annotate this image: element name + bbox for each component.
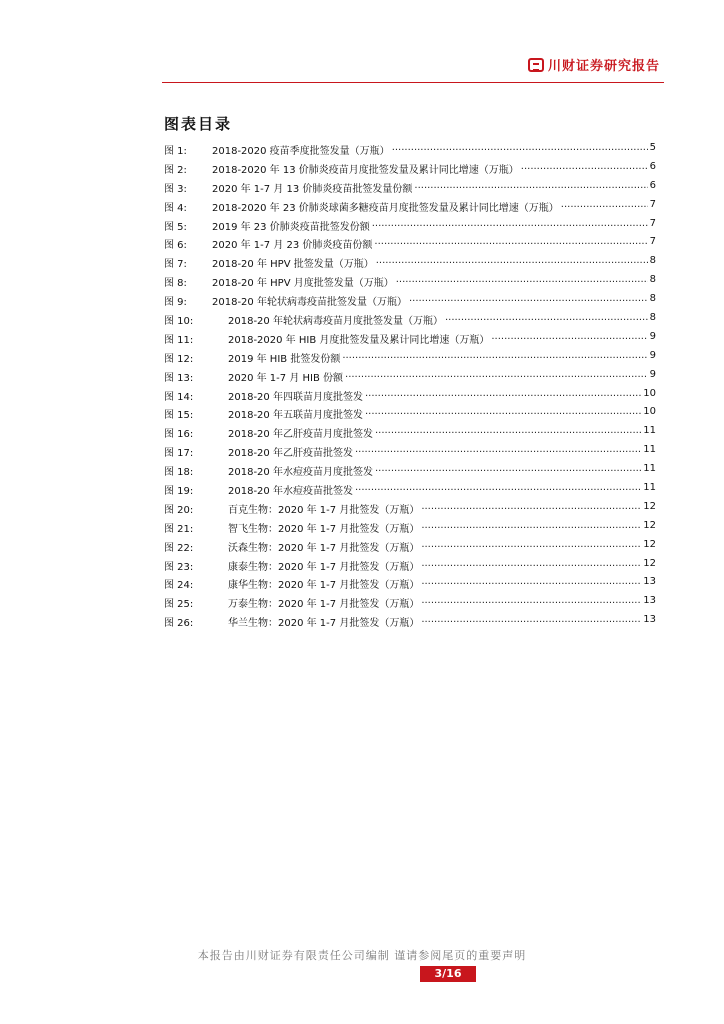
toc-entry-page: 8 bbox=[649, 274, 656, 286]
toc-entry-page: 9 bbox=[649, 330, 656, 342]
toc-entry-page: 7 bbox=[649, 217, 656, 229]
toc-dot-leader bbox=[421, 614, 641, 629]
toc-entry-number: 图 7: bbox=[164, 259, 187, 271]
toc-entry-title: 2018-2020 年 HIB 月度批签发量及累计同比增速（万瓶） bbox=[228, 334, 490, 346]
toc-entry-number: 图 17: bbox=[164, 448, 194, 460]
toc-entry-number: 图 1: bbox=[164, 146, 187, 157]
toc-entry-title: 万泰生物：2020 年 1-7 月批签发（万瓶） bbox=[228, 599, 420, 611]
toc-entry-title: 2018-20 年轮状病毒疫苗批签发量（万瓶） bbox=[212, 297, 407, 309]
report-header bbox=[528, 55, 660, 74]
toc-entry[interactable] bbox=[164, 406, 656, 425]
toc-entry-page: 10 bbox=[643, 387, 656, 399]
brand-logo-icon bbox=[528, 58, 544, 72]
toc-entry-page: 11 bbox=[643, 482, 656, 494]
toc-entry[interactable] bbox=[164, 331, 656, 350]
brand-name: 川财证券研究报告 bbox=[547, 59, 660, 74]
toc-entry[interactable] bbox=[164, 520, 656, 539]
toc-entry-page: 8 bbox=[649, 312, 656, 324]
toc-entry-number: 图 11: bbox=[164, 334, 194, 346]
toc-entry-number: 图 19: bbox=[164, 486, 194, 498]
toc-entry-title: 2018-20 年 HPV 批签发量（万瓶） bbox=[212, 259, 374, 271]
toc-entry-number: 图 12: bbox=[164, 353, 194, 365]
toc-dot-leader bbox=[345, 369, 648, 384]
toc-entry-title: 2018-2020 年 13 价肺炎疫苗月度批签发量及累计同比增速（万瓶） bbox=[212, 164, 519, 176]
toc-dot-leader bbox=[421, 501, 641, 516]
toc-dot-leader bbox=[342, 350, 647, 365]
toc-entry-title: 2018-20 年乙肝疫苗月度批签发 bbox=[228, 429, 373, 441]
toc-entry-title: 2018-2020 年 23 价肺炎球菌多糖疫苗月度批签发量及累计同比增速（万瓶） bbox=[212, 202, 559, 214]
toc-dot-leader bbox=[521, 161, 648, 176]
toc-entry[interactable] bbox=[164, 369, 656, 388]
toc-entry-page: 11 bbox=[643, 425, 656, 437]
toc-entry[interactable] bbox=[164, 161, 656, 180]
toc-entry[interactable] bbox=[164, 595, 656, 614]
toc-entry-page: 12 bbox=[643, 538, 656, 550]
toc-entry-title: 沃森生物：2020 年 1-7 月批签发（万瓶） bbox=[228, 542, 420, 554]
toc-entry-number: 图 10: bbox=[164, 316, 194, 328]
toc-entry-page: 8 bbox=[649, 293, 656, 305]
toc-entry-title: 2019 年 23 价肺炎疫苗批签发份额 bbox=[212, 221, 370, 233]
toc-entry[interactable] bbox=[164, 218, 656, 237]
toc-dot-leader bbox=[374, 236, 647, 251]
toc-entry-number: 图 6: bbox=[164, 240, 187, 252]
toc-dot-leader bbox=[375, 425, 641, 440]
toc-entry-number: 图 16: bbox=[164, 429, 194, 441]
toc-entry[interactable] bbox=[164, 482, 656, 501]
toc-entry-number: 图 23: bbox=[164, 561, 194, 573]
figure-toc bbox=[164, 142, 656, 633]
toc-dot-leader bbox=[491, 331, 647, 346]
toc-entry-title: 2018-2020 疫苗季度批签发量（万瓶） bbox=[212, 146, 390, 157]
toc-entry-page: 5 bbox=[649, 142, 656, 153]
toc-entry[interactable] bbox=[164, 614, 656, 633]
toc-dot-leader bbox=[375, 463, 641, 478]
toc-entry[interactable] bbox=[164, 425, 656, 444]
toc-dot-leader bbox=[365, 406, 641, 421]
toc-entry-page: 12 bbox=[643, 557, 656, 569]
toc-entry[interactable] bbox=[164, 444, 656, 463]
footer-disclaimer: 本报告由川财证券有限责任公司编制 谨请参阅尾页的重要声明 bbox=[197, 949, 527, 962]
toc-entry[interactable] bbox=[164, 312, 656, 331]
toc-entry-number: 图 2: bbox=[164, 164, 187, 176]
toc-entry[interactable] bbox=[164, 236, 656, 255]
toc-entry-number: 图 18: bbox=[164, 467, 194, 479]
toc-entry-title: 百克生物：2020 年 1-7 月批签发（万瓶） bbox=[228, 504, 420, 516]
toc-dot-leader bbox=[421, 595, 641, 610]
toc-entry-title: 2018-20 年五联苗月度批签发 bbox=[228, 410, 363, 422]
toc-entry[interactable] bbox=[164, 142, 656, 161]
toc-dot-leader bbox=[372, 218, 648, 233]
toc-entry-page: 12 bbox=[643, 500, 656, 512]
toc-entry[interactable] bbox=[164, 501, 656, 520]
toc-entry-title: 2018-20 年四联苗月度批签发 bbox=[228, 391, 363, 403]
toc-entry-page: 8 bbox=[649, 255, 656, 267]
page-number: 3/16 bbox=[420, 966, 476, 982]
toc-entry-number: 图 13: bbox=[164, 372, 194, 384]
toc-entry-title: 康泰生物：2020 年 1-7 月批签发（万瓶） bbox=[228, 561, 420, 573]
toc-entry-title: 智飞生物：2020 年 1-7 月批签发（万瓶） bbox=[228, 523, 420, 535]
toc-entry-title: 2018-20 年乙肝疫苗批签发 bbox=[228, 448, 353, 460]
toc-entry[interactable] bbox=[164, 293, 656, 312]
toc-entry-page: 9 bbox=[649, 368, 656, 380]
toc-entry[interactable] bbox=[164, 274, 656, 293]
toc-entry-number: 图 4: bbox=[164, 202, 187, 214]
toc-dot-leader bbox=[445, 312, 648, 327]
toc-dot-leader bbox=[421, 576, 641, 591]
toc-entry-page: 10 bbox=[643, 406, 656, 418]
toc-dot-leader bbox=[414, 180, 647, 195]
toc-entry-page: 11 bbox=[643, 463, 656, 475]
toc-entry-title: 2020 年 1-7 月 13 价肺炎疫苗批签发量份额 bbox=[212, 183, 413, 195]
toc-entry[interactable] bbox=[164, 255, 656, 274]
toc-dot-leader bbox=[421, 539, 641, 554]
toc-dot-leader bbox=[355, 444, 641, 459]
toc-entry[interactable] bbox=[164, 463, 656, 482]
toc-entry-page: 7 bbox=[649, 198, 656, 210]
toc-entry-title: 华兰生物：2020 年 1-7 月批签发（万瓶） bbox=[228, 618, 420, 630]
toc-entry-page: 11 bbox=[643, 444, 656, 456]
toc-entry-page: 6 bbox=[649, 179, 656, 191]
toc-dot-leader bbox=[409, 293, 648, 308]
toc-entry-number: 图 15: bbox=[164, 410, 194, 422]
toc-dot-leader bbox=[561, 199, 648, 214]
toc-entry-title: 康华生物：2020 年 1-7 月批签发（万瓶） bbox=[228, 580, 420, 592]
toc-title: 图表目录 bbox=[164, 115, 233, 133]
toc-entry-page: 13 bbox=[643, 595, 656, 607]
toc-entry-page: 12 bbox=[643, 519, 656, 531]
toc-entry[interactable] bbox=[164, 350, 656, 369]
toc-entry[interactable] bbox=[164, 199, 656, 218]
toc-entry-page: 7 bbox=[649, 236, 656, 248]
toc-dot-leader bbox=[376, 255, 648, 270]
toc-entry-title: 2018-20 年水痘疫苗月度批签发 bbox=[228, 467, 373, 479]
toc-entry-title: 2018-20 年轮状病毒疫苗月度批签发量（万瓶） bbox=[228, 316, 443, 328]
toc-entry-number: 图 9: bbox=[164, 297, 187, 309]
toc-entry-title: 2020 年 1-7 月 23 价肺炎疫苗份额 bbox=[212, 240, 373, 252]
toc-entry-number: 图 26: bbox=[164, 618, 194, 630]
toc-entry-number: 图 25: bbox=[164, 599, 194, 611]
toc-entry-title: 2018-20 年水痘疫苗批签发 bbox=[228, 486, 353, 498]
toc-entry-number: 图 3: bbox=[164, 183, 187, 195]
toc-entry-page: 13 bbox=[643, 614, 656, 626]
toc-dot-leader bbox=[355, 482, 641, 497]
toc-entry-number: 图 8: bbox=[164, 278, 187, 290]
toc-entry-page: 6 bbox=[649, 160, 656, 172]
toc-entry[interactable] bbox=[164, 558, 656, 577]
toc-entry-title: 2018-20 年 HPV 月度批签发量（万瓶） bbox=[212, 278, 394, 290]
toc-entry-number: 图 24: bbox=[164, 580, 194, 592]
toc-entry-page: 13 bbox=[643, 576, 656, 588]
toc-entry[interactable] bbox=[164, 180, 656, 199]
toc-entry-number: 图 20: bbox=[164, 504, 194, 516]
toc-entry-number: 图 5: bbox=[164, 221, 187, 233]
toc-entry[interactable] bbox=[164, 576, 656, 595]
header-divider bbox=[162, 82, 664, 83]
toc-entry-number: 图 21: bbox=[164, 523, 194, 535]
toc-dot-leader bbox=[421, 520, 641, 535]
toc-dot-leader bbox=[421, 558, 641, 573]
toc-dot-leader bbox=[396, 274, 648, 289]
toc-entry-page: 9 bbox=[649, 349, 656, 361]
toc-entry-title: 2020 年 1-7 月 HIB 份额 bbox=[228, 372, 344, 384]
toc-entry[interactable] bbox=[164, 388, 656, 407]
toc-entry-title: 2019 年 HIB 批签发份额 bbox=[228, 353, 341, 365]
toc-dot-leader bbox=[392, 142, 648, 157]
toc-dot-leader bbox=[365, 388, 641, 403]
toc-entry-number: 图 14: bbox=[164, 391, 194, 403]
toc-entry-number: 图 22: bbox=[164, 542, 194, 554]
toc-entry[interactable] bbox=[164, 539, 656, 558]
